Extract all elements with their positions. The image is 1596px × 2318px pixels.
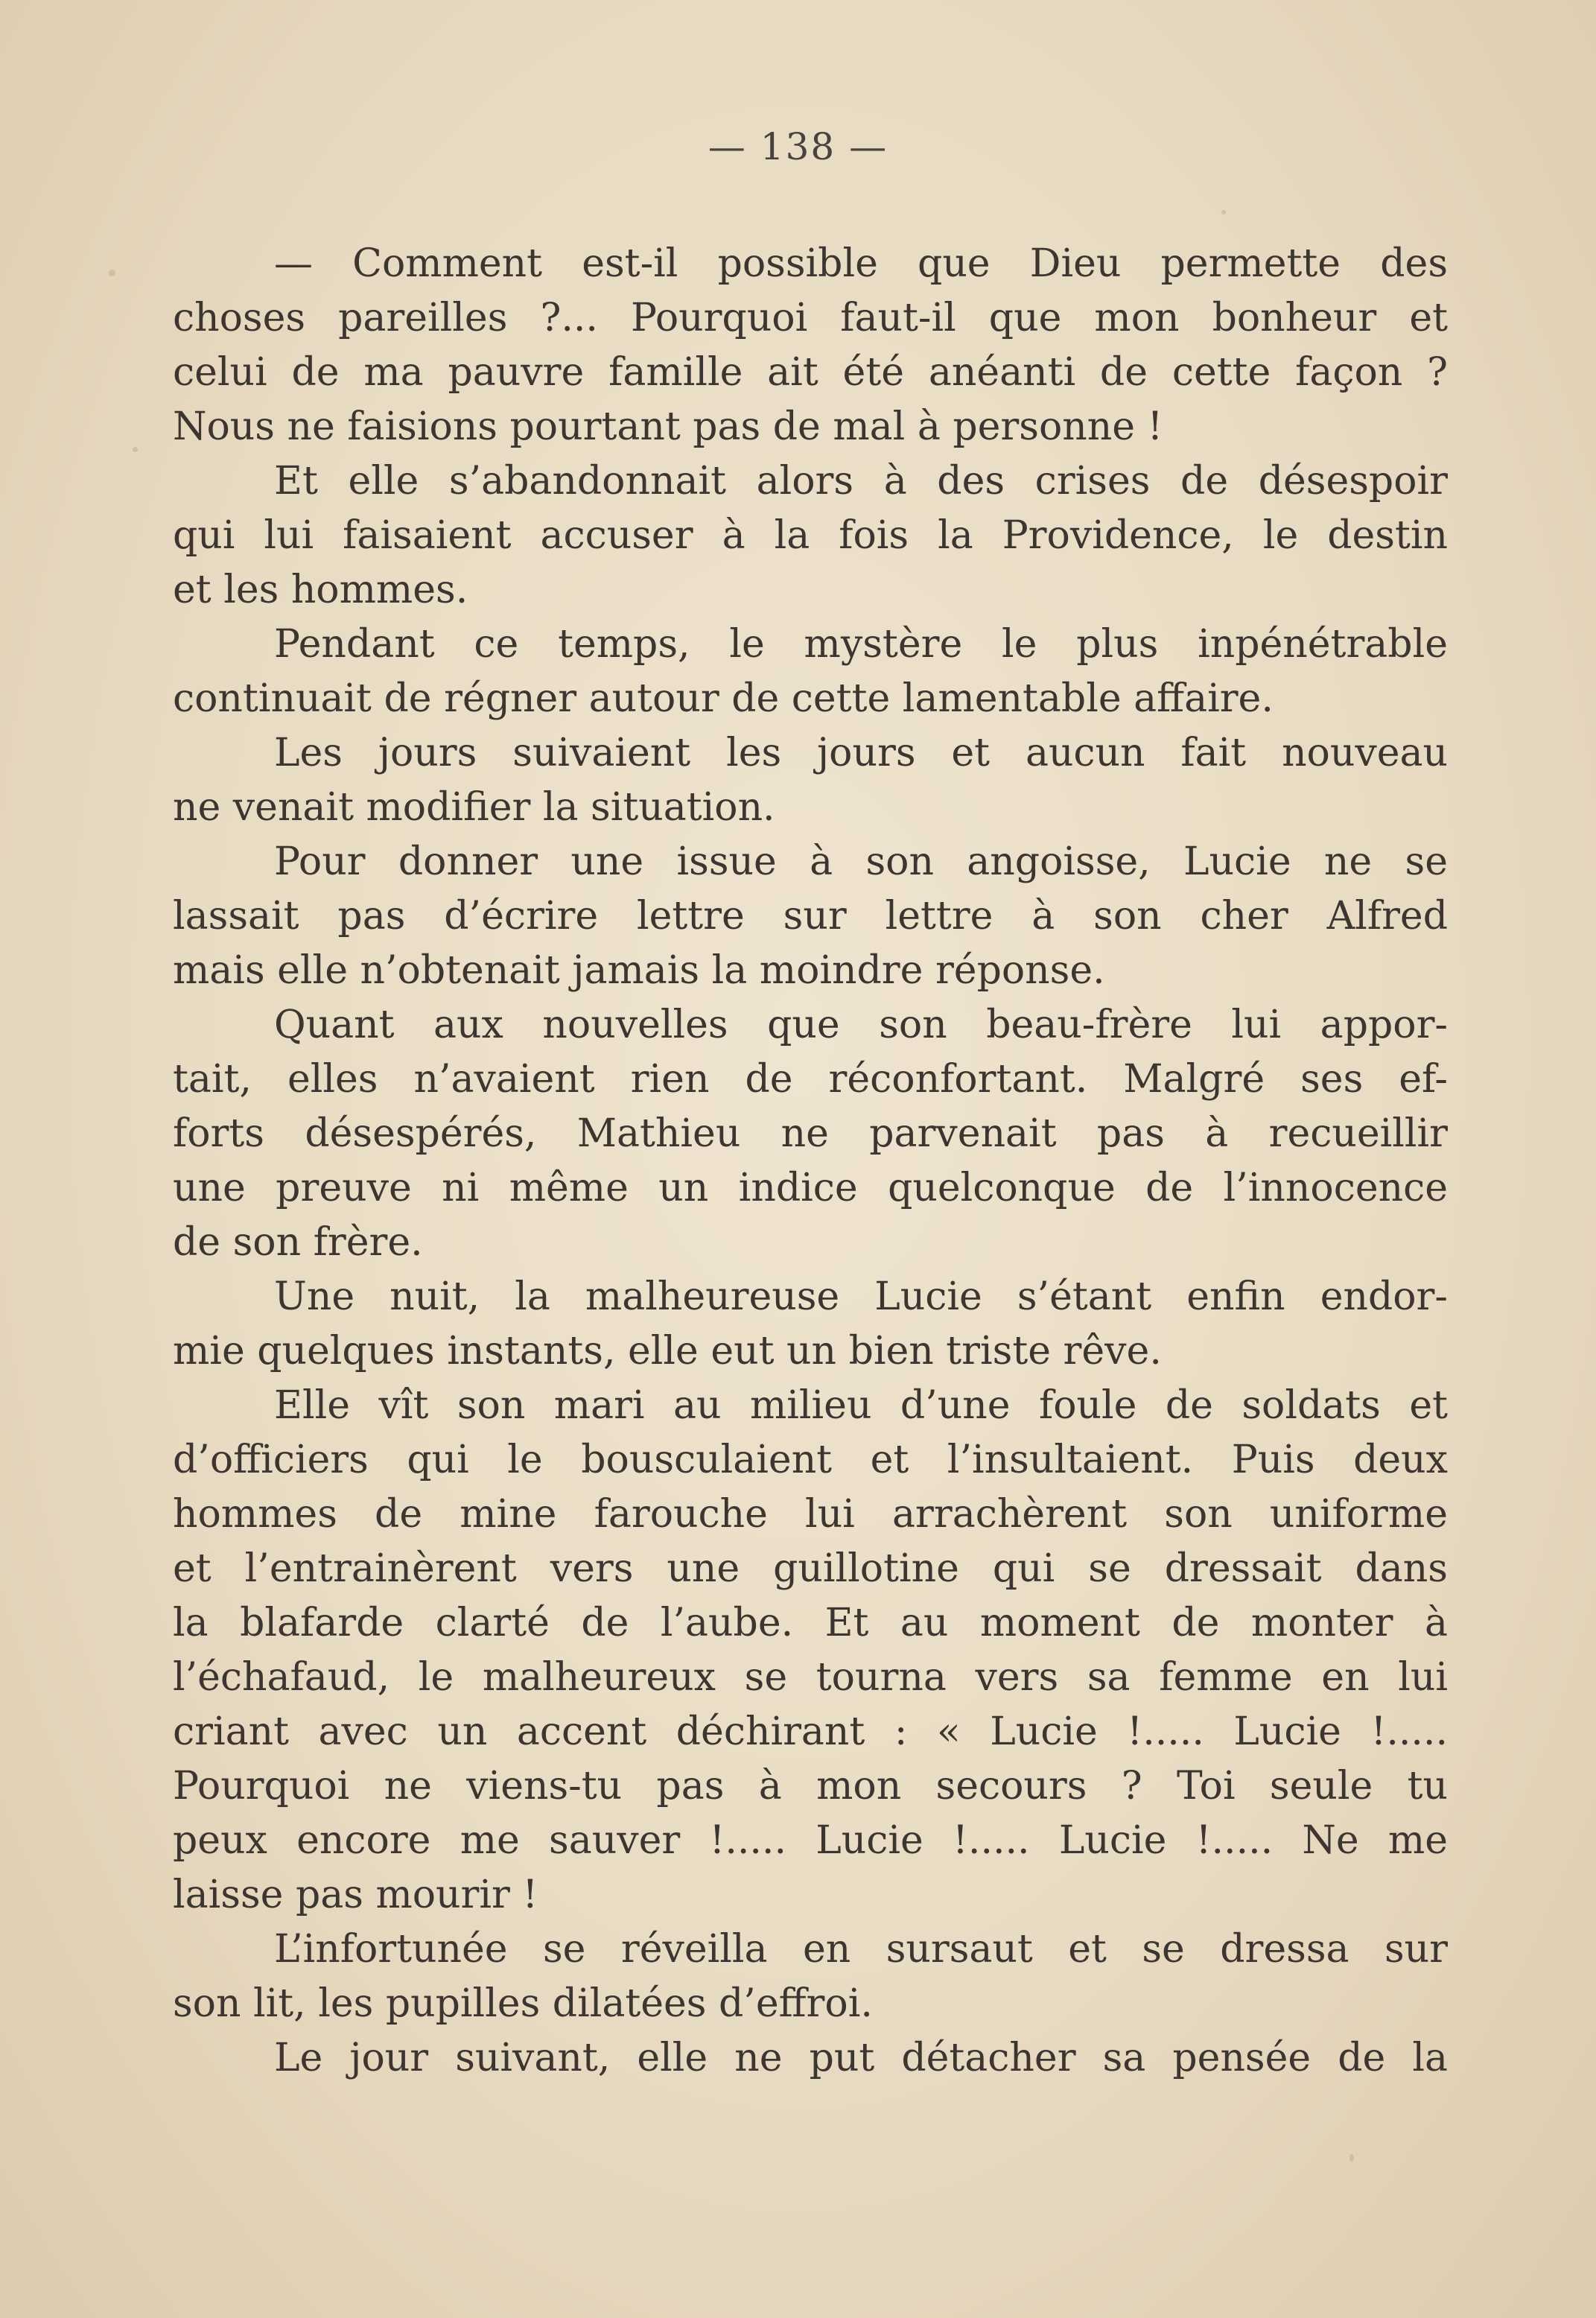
text-line: criant avec un accent déchirant : « Lucie !..... Lucie !..... bbox=[173, 1709, 1448, 1754]
text-line: Pendant ce temps, le mystère le plus inpénétrable bbox=[274, 622, 1448, 667]
text-line: et les hommes. bbox=[173, 568, 468, 612]
text-line: mie quelques instants, elle eut un bien triste rêve. bbox=[173, 1329, 1162, 1374]
text-line: laisse pas mourir ! bbox=[173, 1873, 538, 1917]
text-line: l’échafaud, le malheureux se tourna vers sa femme en lui bbox=[173, 1655, 1448, 1700]
text-line: Elle vît son mari au milieu d’une foule de soldats et bbox=[274, 1383, 1448, 1428]
text-line: Et elle s’abandonnait alors à des crises de désespoir bbox=[274, 459, 1448, 504]
text-line: Une nuit, la malheureuse Lucie s’étant enfin endor- bbox=[274, 1274, 1448, 1319]
paper-speck bbox=[1349, 2154, 1354, 2162]
text-line: de son frère. bbox=[173, 1220, 423, 1265]
text-line: hommes de mine farouche lui arrachèrent son uniforme bbox=[173, 1492, 1448, 1537]
text-line: qui lui faisaient accuser à la fois la Providence, le destin bbox=[173, 513, 1448, 558]
text-line: une preuve ni même un indice quelconque de l’innocence bbox=[173, 1166, 1448, 1210]
text-line: son lit, les pupilles dilatées d’effroi. bbox=[173, 1981, 873, 2026]
text-line: Pourquoi ne viens-tu pas à mon secours ? Toi seule tu bbox=[173, 1764, 1448, 1809]
text-line: la blafarde clarté de l’aube. Et au moment de monter à bbox=[173, 1601, 1448, 1645]
text-line: ne venait modifier la situation. bbox=[173, 785, 775, 830]
body-text bbox=[173, 237, 1448, 2086]
text-line: Nous ne faisions pourtant pas de mal à personne ! bbox=[173, 404, 1163, 449]
page-number: — 138 — bbox=[708, 125, 888, 168]
text-line: Les jours suivaient les jours et aucun fait nouveau bbox=[274, 731, 1448, 775]
text-line: Quant aux nouvelles que son beau-frère lui appor- bbox=[274, 1003, 1448, 1047]
text-line: mais elle n’obtenait jamais la moindre réponse. bbox=[173, 948, 1105, 993]
text-line: Le jour suivant, elle ne put détacher sa pensée de la bbox=[274, 2036, 1448, 2080]
text-line: tait, elles n’avaient rien de réconfortant. Malgré ses ef- bbox=[173, 1057, 1448, 1102]
text-line: lassait pas d’écrire lettre sur lettre à son cher Alfred bbox=[173, 894, 1448, 939]
text-line: continuait de régner autour de cette lamentable affaire. bbox=[173, 676, 1274, 721]
text-line: celui de ma pauvre famille ait été anéanti de cette façon ? bbox=[173, 350, 1448, 395]
text-line: peux encore me sauver !..... Lucie !..... Lucie !..... Ne me bbox=[173, 1818, 1448, 1863]
text-line: Pour donner une issue à son angoisse, Lucie ne se bbox=[274, 839, 1448, 884]
text-line: L’infortunée se réveilla en sursaut et se dressa sur bbox=[274, 1927, 1448, 1972]
paper-speck bbox=[1221, 210, 1226, 215]
paper-speck bbox=[133, 447, 138, 452]
paper-speck bbox=[109, 270, 115, 276]
text-line: choses pareilles ?... Pourquoi faut-il que mon bonheur et bbox=[173, 296, 1448, 340]
text-line: forts désespérés, Mathieu ne parvenait pas à recueillir bbox=[173, 1111, 1448, 1156]
text-line: — Comment est-il possible que Dieu permette des bbox=[274, 241, 1448, 286]
text-line: d’officiers qui le bousculaient et l’insultaient. Puis deux bbox=[173, 1438, 1448, 1482]
text-line: et l’entrainèrent vers une guillotine qui se dressait dans bbox=[173, 1546, 1448, 1591]
